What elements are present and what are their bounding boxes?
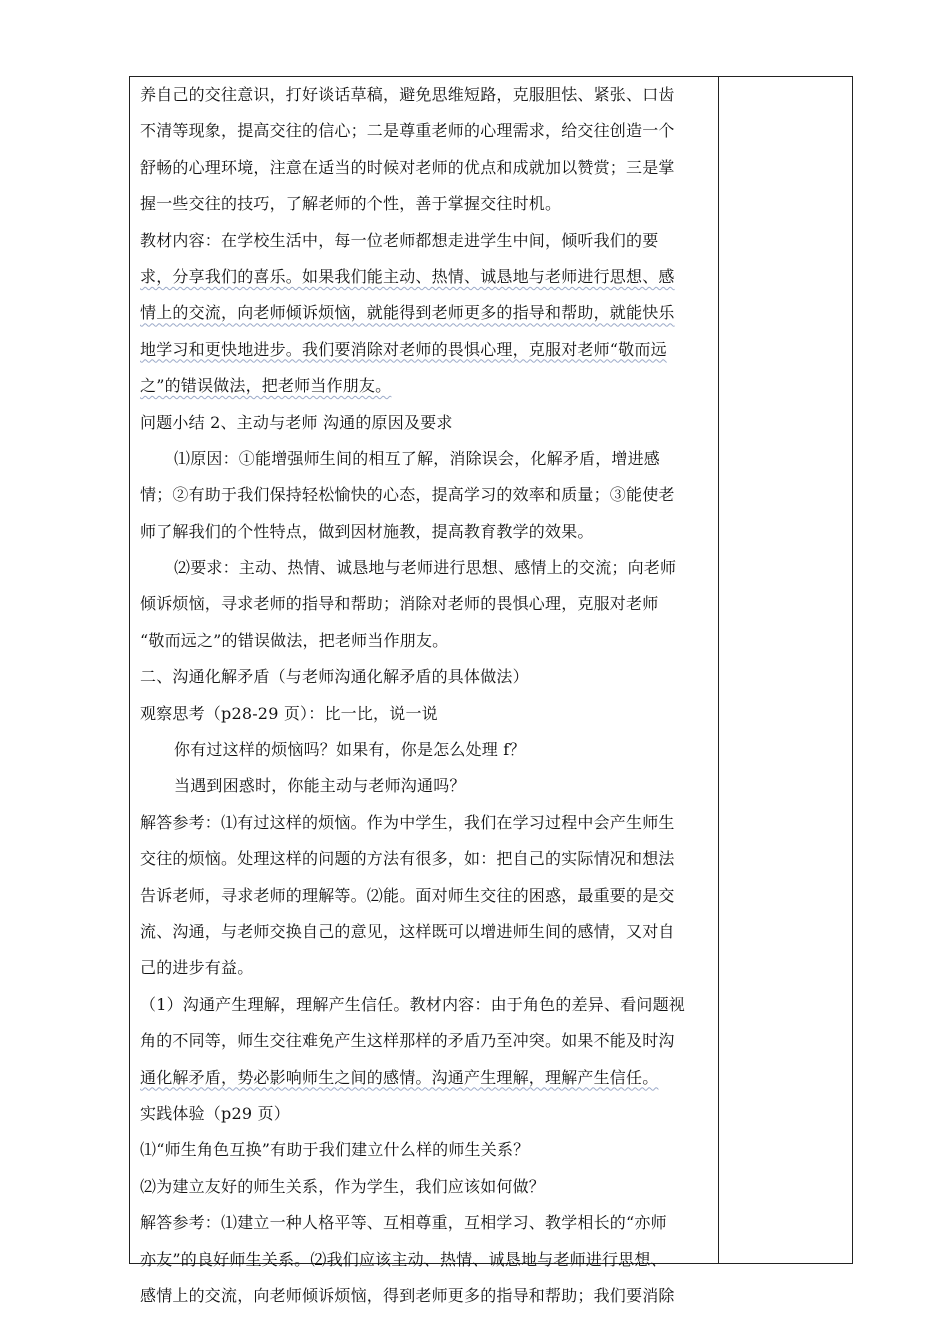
text-line (140, 1278, 712, 1314)
text-line (140, 950, 712, 986)
text-line (140, 732, 712, 768)
text-line (140, 805, 712, 841)
text-line-content: （1）沟通产生理解，理解产生信任。教材内容：由于角色的差异、看问题视 (140, 994, 685, 1014)
text-line-content: 问题小结 2、主动与老师 沟通的原因及要求 (140, 412, 453, 432)
text-line-content: 己的进步有益。 (140, 958, 254, 978)
text-line (140, 77, 712, 113)
text-line (140, 878, 712, 914)
text-line (140, 1023, 712, 1059)
text-line-content: ⑵为建立友好的师生关系，作为学生，我们应该如何做？ (140, 1176, 546, 1196)
text-line-content: 倾诉烦恼，寻求老师的指导和帮助；消除对老师的畏惧心理，克服对老师 (140, 594, 659, 614)
text-line (140, 623, 712, 659)
document-table (129, 76, 853, 1305)
text-line-content: 你有过这样的烦恼吗？如果有，你是怎么处理 f？ (174, 740, 526, 760)
text-line-content: 情；②有助于我们保持轻松愉快的心态，提高学习的效率和质量；③能使老 (140, 485, 675, 505)
text-line-content: 观察思考（p28-29 页）：比一比，说一说 (140, 703, 438, 723)
text-line-content: 之”的错误做法，把老师当作朋友。 (140, 376, 392, 396)
text-line-content: 二、沟通化解矛盾（与老师沟通化解矛盾的具体做法） (140, 667, 529, 687)
text-line (140, 586, 712, 622)
text-line-content: 感情上的交流，向老师倾诉烦恼，得到老师更多的指导和帮助；我们要消除 (140, 1285, 675, 1305)
text-line-content: 亦友”的良好师生关系。⑵我们应该主动、热情、诚恳地与老师进行思想、 (140, 1249, 667, 1269)
text-line-content: ⑴“师生角色互换”有助于我们建立什么样的师生关系？ (140, 1140, 530, 1160)
text-line-content: “敬而远之”的错误做法，把老师当作朋友。 (140, 630, 449, 650)
text-line (140, 1060, 712, 1096)
text-line-content: 交往的烦恼。处理这样的问题的方法有很多，如：把自己的实际情况和想法 (140, 849, 675, 869)
text-line-content: 告诉老师，寻求老师的理解等。⑵能。面对师生交往的困惑，最重要的是交 (140, 885, 675, 905)
text-line-content: 实践体验（p29 页） (140, 1103, 290, 1123)
text-line-content: 解答参考：⑴建立一种人格平等、互相尊重，互相学习、教学相长的“亦师 (140, 1213, 667, 1233)
text-line (140, 150, 712, 186)
text-line (140, 259, 712, 295)
column-divider (718, 77, 719, 1263)
text-line (140, 914, 712, 950)
lesson-content-cell (140, 77, 712, 1314)
text-line-content: 舒畅的心理环境，注意在适当的时候对老师的优点和成就加以赞赏；三是掌 (140, 157, 675, 177)
text-line (140, 987, 712, 1023)
text-line (140, 441, 712, 477)
text-line (140, 659, 712, 695)
text-line (140, 514, 712, 550)
text-line-content: 流、沟通，与老师交换自己的意见，这样既可以增进师生间的感情，又对自 (140, 921, 675, 941)
text-line-content: 求，分享我们的喜乐。如果我们能主动、热情、诚恳地与老师进行思想、感 (140, 266, 675, 286)
text-line (140, 295, 712, 331)
text-line-content: 地学习和更快地进步。我们要消除对老师的畏惧心理，克服对老师“敬而远 (140, 339, 667, 359)
text-line (140, 1132, 712, 1168)
text-line-content: 不清等现象，提高交往的信心；二是尊重老师的心理需求，给交往创造一个 (140, 121, 675, 141)
text-line-content: ⑵要求：主动、热情、诚恳地与老师进行思想、感情上的交流；向老师 (174, 558, 677, 578)
text-line (140, 477, 712, 513)
text-line (140, 1169, 712, 1205)
text-line (140, 1096, 712, 1132)
text-line (140, 1205, 712, 1241)
text-line-content: 通化解矛盾，势必影响师生之间的感情。沟通产生理解，理解产生信任。 (140, 1067, 659, 1087)
text-line (140, 368, 712, 404)
text-line-content: 师了解我们的个性特点，做到因材施教，提高教育教学的效果。 (140, 521, 594, 541)
text-line-content: ⑴原因：①能增强师生间的相互了解，消除误会，化解矛盾，增进感 (174, 448, 661, 468)
text-line (140, 223, 712, 259)
text-line-content: 教材内容：在学校生活中，每一位老师都想走进学生中间，倾听我们的要 (140, 230, 659, 250)
text-line-content: 解答参考：⑴有过这样的烦恼。作为中学生，我们在学习过程中会产生师生 (140, 812, 675, 832)
text-line-content: 握一些交往的技巧，了解老师的个性，善于掌握交往时机。 (140, 194, 562, 214)
text-line-content: 当遇到困惑时，你能主动与老师沟通吗？ (174, 776, 466, 796)
text-line (140, 768, 712, 804)
text-line (140, 113, 712, 149)
text-line (140, 696, 712, 732)
text-line (140, 841, 712, 877)
text-line (140, 1242, 712, 1278)
text-line-content: 角的不同等，师生交往难免产生这样那样的矛盾乃至冲突。如果不能及时沟 (140, 1031, 675, 1051)
text-line (140, 186, 712, 222)
text-line-content: 养自己的交往意识，打好谈话草稿，避免思维短路，克服胆怯、紧张、口齿 (140, 85, 675, 104)
text-line (140, 332, 712, 368)
text-line (140, 550, 712, 586)
text-line (140, 405, 712, 441)
text-line-content: 情上的交流，向老师倾诉烦恼，就能得到老师更多的指导和帮助，就能快乐 (140, 303, 675, 323)
notes-cell (720, 77, 852, 1263)
